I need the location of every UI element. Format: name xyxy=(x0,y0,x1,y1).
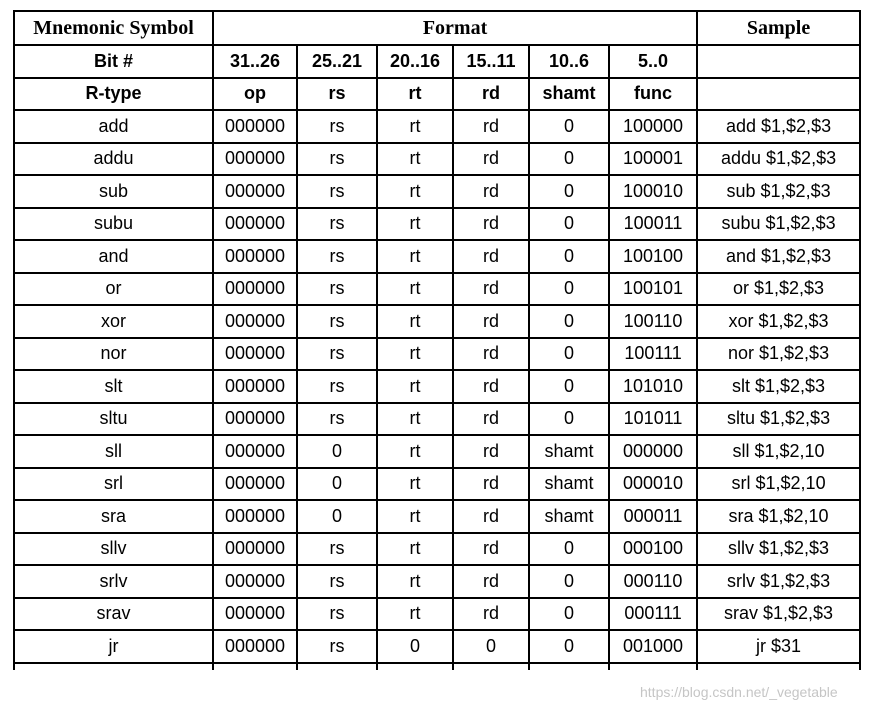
rs-cell: 0 xyxy=(297,500,377,533)
table-row xyxy=(14,110,860,143)
table-row xyxy=(14,240,860,273)
mnemonic-cell: sub xyxy=(14,175,213,208)
func-cell: 100000 xyxy=(609,110,697,143)
sample-cell: sltu $1,$2,$3 xyxy=(697,403,860,436)
func-cell: 100001 xyxy=(609,143,697,176)
mnemonic-cell: xor xyxy=(14,305,213,338)
empty-cell xyxy=(14,663,213,670)
op-cell: 000000 xyxy=(213,468,297,501)
table-row xyxy=(14,565,860,598)
field-func: func xyxy=(609,78,697,111)
bit-range-rs: 25..21 xyxy=(297,45,377,78)
shamt-cell: 0 xyxy=(529,565,609,598)
table-row xyxy=(14,435,860,468)
shamt-cell: 0 xyxy=(529,175,609,208)
sample-cell: nor $1,$2,$3 xyxy=(697,338,860,371)
rt-cell: rt xyxy=(377,338,453,371)
op-cell: 000000 xyxy=(213,435,297,468)
mnemonic-cell: sll xyxy=(14,435,213,468)
func-cell: 100101 xyxy=(609,273,697,306)
mnemonic-cell: subu xyxy=(14,208,213,241)
table-row xyxy=(14,468,860,501)
mnemonic-cell: sra xyxy=(14,500,213,533)
empty-cell xyxy=(697,663,860,670)
rs-cell: rs xyxy=(297,403,377,436)
bit-label: Bit # xyxy=(14,45,213,78)
rs-cell: rs xyxy=(297,273,377,306)
shamt-cell: shamt xyxy=(529,435,609,468)
bit-range-op: 31..26 xyxy=(213,45,297,78)
watermark: https://blog.csdn.net/_vegetable xyxy=(640,684,838,700)
func-cell: 000111 xyxy=(609,598,697,631)
shamt-cell: 0 xyxy=(529,240,609,273)
empty-cell xyxy=(377,663,453,670)
field-rd: rd xyxy=(453,78,529,111)
sample-cell: addu $1,$2,$3 xyxy=(697,143,860,176)
empty-cell xyxy=(297,663,377,670)
shamt-cell: 0 xyxy=(529,208,609,241)
format-header: Format xyxy=(213,11,697,45)
type-row-sample xyxy=(697,78,860,111)
bit-range-rt: 20..16 xyxy=(377,45,453,78)
op-cell: 000000 xyxy=(213,305,297,338)
table-row xyxy=(14,143,860,176)
sample-cell: and $1,$2,$3 xyxy=(697,240,860,273)
rt-cell: rt xyxy=(377,175,453,208)
rt-cell: rt xyxy=(377,468,453,501)
rd-cell: rd xyxy=(453,565,529,598)
rs-cell: rs xyxy=(297,175,377,208)
op-cell: 000000 xyxy=(213,175,297,208)
field-op: op xyxy=(213,78,297,111)
mnemonic-cell: nor xyxy=(14,338,213,371)
rd-cell: rd xyxy=(453,598,529,631)
table-row xyxy=(14,175,860,208)
mnemonic-cell: sltu xyxy=(14,403,213,436)
op-cell: 000000 xyxy=(213,370,297,403)
op-cell: 000000 xyxy=(213,403,297,436)
rd-cell: rd xyxy=(453,370,529,403)
rt-cell: rt xyxy=(377,110,453,143)
shamt-cell: shamt xyxy=(529,500,609,533)
rt-cell: rt xyxy=(377,370,453,403)
sample-cell: sllv $1,$2,$3 xyxy=(697,533,860,566)
sample-cell: slt $1,$2,$3 xyxy=(697,370,860,403)
sample-cell: srlv $1,$2,$3 xyxy=(697,565,860,598)
bit-range-shamt: 10..6 xyxy=(529,45,609,78)
mnemonic-cell: slt xyxy=(14,370,213,403)
rt-cell: rt xyxy=(377,403,453,436)
shamt-cell: 0 xyxy=(529,598,609,631)
shamt-cell: 0 xyxy=(529,305,609,338)
rd-cell: rd xyxy=(453,500,529,533)
rd-cell: rd xyxy=(453,175,529,208)
func-cell: 101010 xyxy=(609,370,697,403)
rt-cell: rt xyxy=(377,208,453,241)
bit-row-sample xyxy=(697,45,860,78)
op-cell: 000000 xyxy=(213,208,297,241)
mnemonic-cell: or xyxy=(14,273,213,306)
sample-cell: subu $1,$2,$3 xyxy=(697,208,860,241)
table-row xyxy=(14,338,860,371)
rt-cell: rt xyxy=(377,533,453,566)
func-cell: 100010 xyxy=(609,175,697,208)
mnemonic-symbol-header: Mnemonic Symbol xyxy=(14,11,213,45)
op-cell: 000000 xyxy=(213,598,297,631)
rd-cell: rd xyxy=(453,110,529,143)
mnemonic-cell: and xyxy=(14,240,213,273)
func-cell: 000011 xyxy=(609,500,697,533)
op-cell: 000000 xyxy=(213,565,297,598)
sample-cell: sra $1,$2,10 xyxy=(697,500,860,533)
shamt-cell: 0 xyxy=(529,370,609,403)
table-row-cutoff xyxy=(14,663,860,670)
mnemonic-cell: add xyxy=(14,110,213,143)
empty-cell xyxy=(453,663,529,670)
rd-cell: rd xyxy=(453,240,529,273)
bit-range-func: 5..0 xyxy=(609,45,697,78)
sample-header: Sample xyxy=(697,11,860,45)
table-row xyxy=(14,370,860,403)
op-cell: 000000 xyxy=(213,338,297,371)
shamt-cell: 0 xyxy=(529,338,609,371)
op-cell: 000000 xyxy=(213,630,297,663)
mnemonic-cell: srlv xyxy=(14,565,213,598)
rt-cell: rt xyxy=(377,598,453,631)
rd-cell: 0 xyxy=(453,630,529,663)
func-cell: 100110 xyxy=(609,305,697,338)
func-cell: 000100 xyxy=(609,533,697,566)
shamt-cell: shamt xyxy=(529,468,609,501)
bit-row xyxy=(14,45,860,78)
empty-cell xyxy=(213,663,297,670)
table-row xyxy=(14,630,860,663)
rs-cell: rs xyxy=(297,338,377,371)
table-row xyxy=(14,500,860,533)
sample-cell: sub $1,$2,$3 xyxy=(697,175,860,208)
rs-cell: rs xyxy=(297,143,377,176)
table-row xyxy=(14,305,860,338)
rt-cell: rt xyxy=(377,143,453,176)
rd-cell: rd xyxy=(453,273,529,306)
table-body xyxy=(14,11,860,670)
table-row xyxy=(14,208,860,241)
rs-cell: rs xyxy=(297,305,377,338)
func-cell: 100111 xyxy=(609,338,697,371)
rd-cell: rd xyxy=(453,468,529,501)
table-row xyxy=(14,598,860,631)
field-rs: rs xyxy=(297,78,377,111)
bit-range-rd: 15..11 xyxy=(453,45,529,78)
rt-cell: rt xyxy=(377,240,453,273)
func-cell: 100011 xyxy=(609,208,697,241)
rs-cell: rs xyxy=(297,110,377,143)
rs-cell: rs xyxy=(297,240,377,273)
rs-cell: 0 xyxy=(297,435,377,468)
mnemonic-cell: srav xyxy=(14,598,213,631)
rd-cell: rd xyxy=(453,208,529,241)
func-cell: 101011 xyxy=(609,403,697,436)
op-cell: 000000 xyxy=(213,273,297,306)
rd-cell: rd xyxy=(453,305,529,338)
r-type-instruction-table xyxy=(13,10,861,670)
shamt-cell: 0 xyxy=(529,630,609,663)
rd-cell: rd xyxy=(453,338,529,371)
rs-cell: rs xyxy=(297,598,377,631)
rt-cell: rt xyxy=(377,273,453,306)
sample-cell: sll $1,$2,10 xyxy=(697,435,860,468)
field-rt: rt xyxy=(377,78,453,111)
rd-cell: rd xyxy=(453,533,529,566)
rt-cell: rt xyxy=(377,500,453,533)
func-cell: 000000 xyxy=(609,435,697,468)
table-row xyxy=(14,533,860,566)
op-cell: 000000 xyxy=(213,533,297,566)
table-row xyxy=(14,273,860,306)
table-row xyxy=(14,403,860,436)
func-cell: 001000 xyxy=(609,630,697,663)
rt-cell: rt xyxy=(377,305,453,338)
op-cell: 000000 xyxy=(213,143,297,176)
sample-cell: srl $1,$2,10 xyxy=(697,468,860,501)
title-row xyxy=(14,11,860,45)
sample-cell: or $1,$2,$3 xyxy=(697,273,860,306)
type-label: R-type xyxy=(14,78,213,111)
rs-cell: 0 xyxy=(297,468,377,501)
field-shamt: shamt xyxy=(529,78,609,111)
mnemonic-cell: addu xyxy=(14,143,213,176)
rt-cell: rt xyxy=(377,565,453,598)
sample-cell: srav $1,$2,$3 xyxy=(697,598,860,631)
rd-cell: rd xyxy=(453,403,529,436)
empty-cell xyxy=(609,663,697,670)
op-cell: 000000 xyxy=(213,110,297,143)
op-cell: 000000 xyxy=(213,500,297,533)
rs-cell: rs xyxy=(297,208,377,241)
shamt-cell: 0 xyxy=(529,533,609,566)
shamt-cell: 0 xyxy=(529,273,609,306)
func-cell: 100100 xyxy=(609,240,697,273)
shamt-cell: 0 xyxy=(529,143,609,176)
func-cell: 000110 xyxy=(609,565,697,598)
rt-cell: rt xyxy=(377,435,453,468)
shamt-cell: 0 xyxy=(529,403,609,436)
mnemonic-cell: sllv xyxy=(14,533,213,566)
rs-cell: rs xyxy=(297,565,377,598)
mnemonic-cell: srl xyxy=(14,468,213,501)
shamt-cell: 0 xyxy=(529,110,609,143)
sample-cell: jr $31 xyxy=(697,630,860,663)
rt-cell: 0 xyxy=(377,630,453,663)
func-cell: 000010 xyxy=(609,468,697,501)
op-cell: 000000 xyxy=(213,240,297,273)
rs-cell: rs xyxy=(297,533,377,566)
sample-cell: xor $1,$2,$3 xyxy=(697,305,860,338)
empty-cell xyxy=(529,663,609,670)
sample-cell: add $1,$2,$3 xyxy=(697,110,860,143)
rd-cell: rd xyxy=(453,143,529,176)
rs-cell: rs xyxy=(297,370,377,403)
rs-cell: rs xyxy=(297,630,377,663)
type-row xyxy=(14,78,860,111)
mnemonic-cell: jr xyxy=(14,630,213,663)
rd-cell: rd xyxy=(453,435,529,468)
